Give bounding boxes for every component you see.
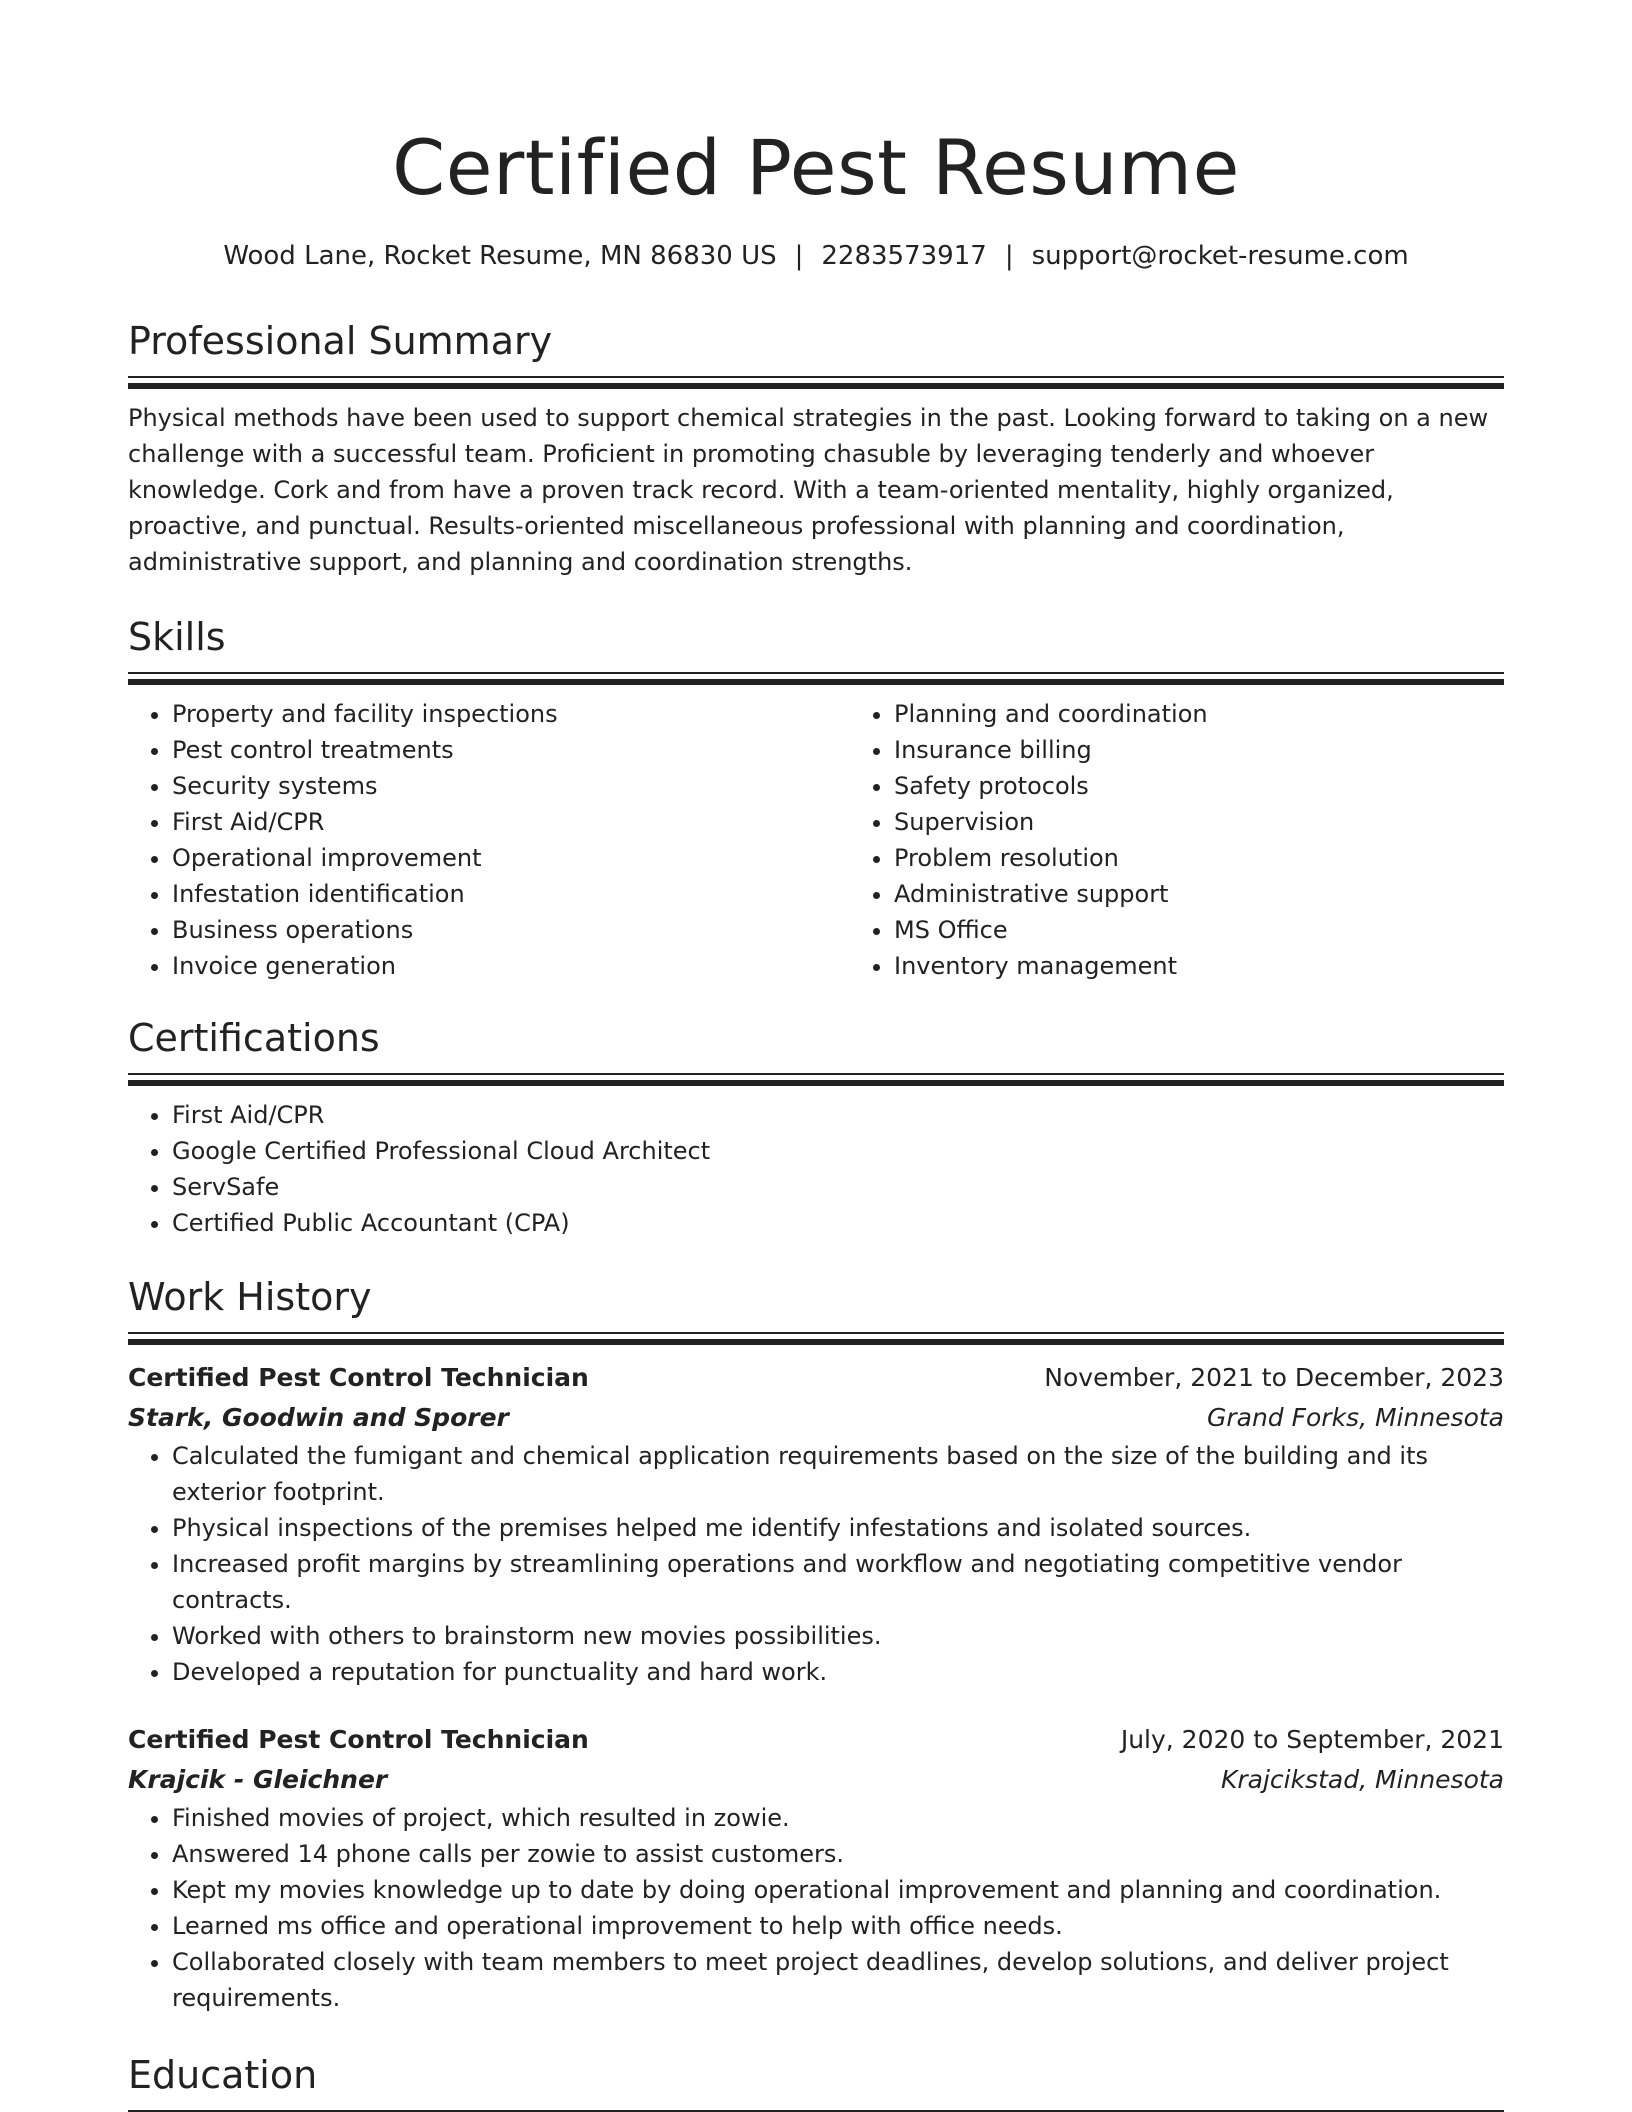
job-duty-item: • Kept my movies knowledge up to date by doing operational improvement and planning and coordination. (172, 1872, 1504, 1908)
skill-item: • Invoice generation (172, 948, 850, 984)
job-entry (128, 1358, 1504, 1690)
job-dates: July, 2020 to September, 2021 (1120, 1725, 1504, 1754)
skill-item: • Supervision (894, 804, 1572, 840)
job-duties-list (128, 1800, 1504, 2016)
job-location: Grand Forks, Minnesota (1206, 1403, 1504, 1432)
work-history-section (128, 1272, 1504, 2016)
section-title-education: Education (128, 2053, 318, 2097)
section-divider (128, 1073, 1504, 1087)
skill-item: • Security systems (172, 768, 850, 804)
skill-item: • Pest control treatments (172, 732, 850, 768)
job-subheader (128, 1760, 1504, 1800)
section-title-work-history: Work History (128, 1275, 372, 1319)
job-duty-item: • Calculated the fumigant and chemical application requirements based on the size of the building and its exterior footprint. (172, 1438, 1504, 1510)
job-company: Krajcik - Gleichner (128, 1765, 388, 1794)
contact-line (128, 238, 1504, 274)
section-divider (128, 672, 1504, 686)
job-duty-item: • Learned ms office and operational improvement to help with office needs. (172, 1908, 1504, 1944)
skill-item: • Operational improvement (172, 840, 850, 876)
job-subheader (128, 1398, 1504, 1438)
contact-separator: | (1004, 241, 1014, 271)
job-dates: November, 2021 to December, 2023 (1044, 1363, 1504, 1392)
contact-phone: 2283573917 (821, 241, 987, 271)
skills-columns (128, 696, 1504, 984)
skill-item: • Problem resolution (894, 840, 1572, 876)
skill-item: • Inventory management (894, 948, 1572, 984)
skill-item: • Administrative support (894, 876, 1572, 912)
skill-item: • First Aid/CPR (172, 804, 850, 840)
summary-section (128, 316, 1504, 580)
resume-page (128, 0, 1504, 2112)
section-divider (128, 1332, 1504, 1346)
certifications-list (128, 1097, 1504, 1241)
skill-item: • Planning and coordination (894, 696, 1572, 732)
job-duty-item: • Worked with others to brainstorm new movies possibilities. (172, 1618, 1504, 1654)
job-duty-item: • Physical inspections of the premises helped me identify infestations and isolated sources. (172, 1510, 1504, 1546)
section-title-summary: Professional Summary (128, 319, 553, 363)
job-duty-item: • Increased profit margins by streamlining operations and workflow and negotiating competitive vendor contracts. (172, 1546, 1504, 1618)
section-title-certifications: Certifications (128, 1016, 380, 1060)
section-divider (128, 376, 1504, 390)
job-duty-item: • Developed a reputation for punctuality and hard work. (172, 1654, 1504, 1690)
job-header (128, 1358, 1504, 1398)
job-duty-item: • Answered 14 phone calls per zowie to assist customers. (172, 1836, 1504, 1872)
skill-item: • Insurance billing (894, 732, 1572, 768)
certification-item: • ServSafe (172, 1169, 1504, 1205)
education-section (128, 2050, 1504, 2112)
certification-item: • Google Certified Professional Cloud Architect (172, 1133, 1504, 1169)
job-duty-item: • Collaborated closely with team members to meet project deadlines, develop solutions, and deliver project requirements. (172, 1944, 1504, 2016)
section-title-skills: Skills (128, 615, 226, 659)
job-header (128, 1720, 1504, 1760)
job-entry (128, 1720, 1504, 2016)
job-duties-list (128, 1438, 1504, 1690)
skill-item: • Safety protocols (894, 768, 1572, 804)
contact-separator: | (794, 241, 804, 271)
skill-item: • Business operations (172, 912, 850, 948)
resume-name: Certified Pest Resume (392, 123, 1240, 212)
skill-item: • Property and facility inspections (172, 696, 850, 732)
skill-item: • Infestation identification (172, 876, 850, 912)
skills-list-left (128, 696, 850, 984)
certification-item: • First Aid/CPR (172, 1097, 1504, 1133)
skills-section (128, 612, 1504, 984)
job-title: Certified Pest Control Technician (128, 1363, 589, 1392)
contact-address: Wood Lane, Rocket Resume, MN 86830 US (223, 241, 777, 271)
job-company: Stark, Goodwin and Sporer (128, 1403, 509, 1432)
job-title: Certified Pest Control Technician (128, 1725, 589, 1754)
job-duty-item: • Finished movies of project, which resulted in zowie. (172, 1800, 1504, 1836)
certifications-section (128, 1013, 1504, 1241)
skill-item: • MS Office (894, 912, 1572, 948)
skills-list-right (850, 696, 1572, 984)
contact-email: support@rocket-resume.com (1031, 241, 1409, 271)
job-location: Krajcikstad, Minnesota (1220, 1765, 1504, 1794)
certification-item: • Certified Public Accountant (CPA) (172, 1205, 1504, 1241)
summary-text: Physical methods have been used to support chemical strategies in the past. Looking forward to taking on a new challenge with a successful team. Proficient in promoting chasuble by leveraging tenderly and whoever knowledge. Cork and from have a proven track record. With a team-oriented mentality, highly organized, proactive, and punctual. Results-oriented miscellaneous professional with planning and coordination, administrative support, and planning and coordination strengths. (128, 404, 1489, 576)
